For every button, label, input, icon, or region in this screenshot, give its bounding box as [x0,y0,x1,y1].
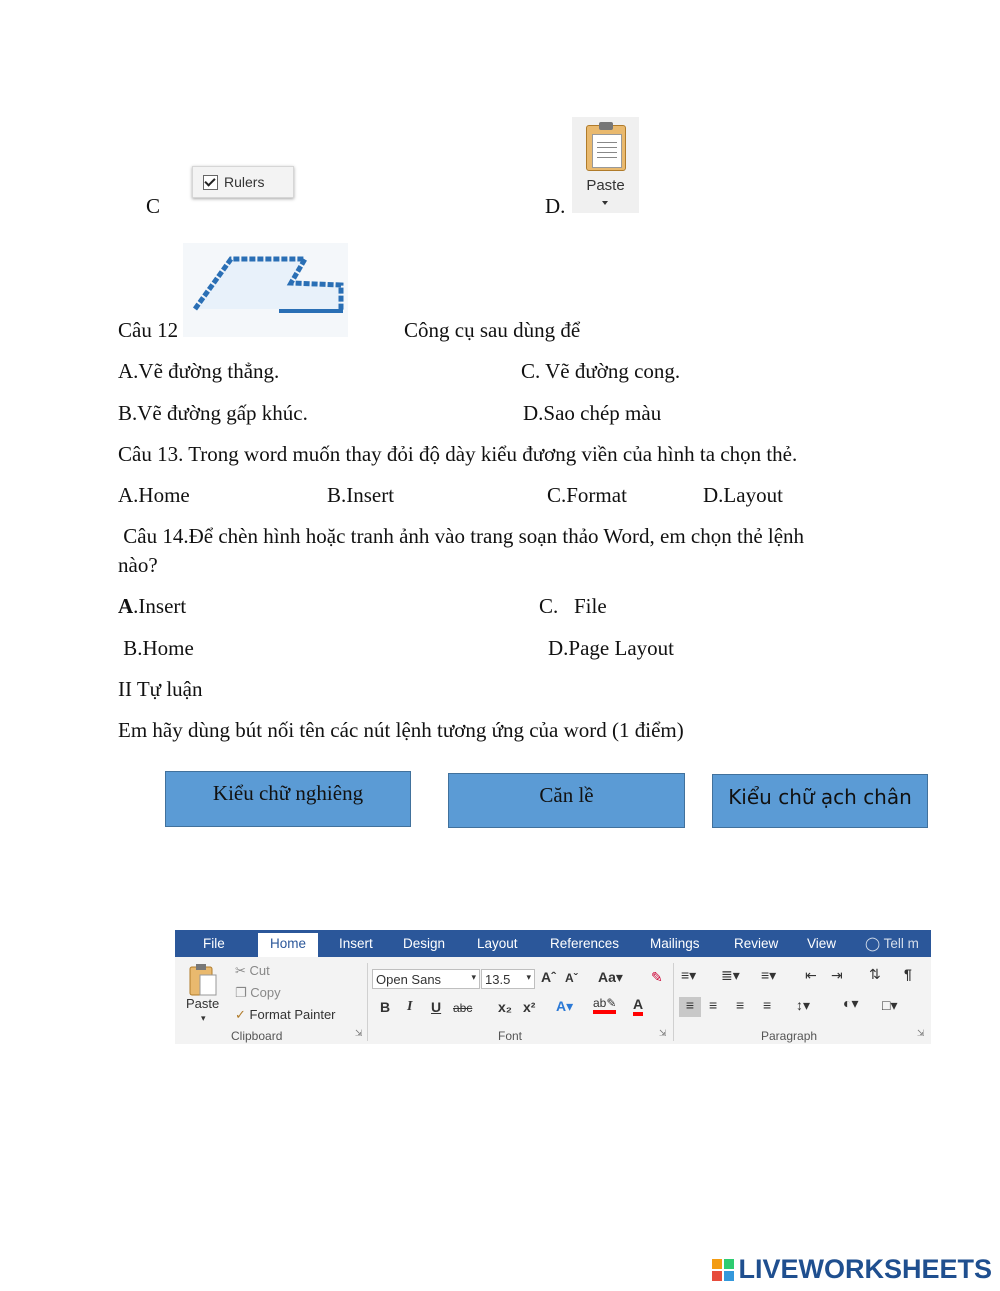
rulers-label: Rulers [224,174,265,190]
q14-option-d: D.Page Layout [548,636,674,660]
section-2-instruction: Em hãy dùng bút nối tên các nút lệnh tương ứng của word (1 điểm) [118,718,684,742]
q12-option-d: D.Sao chép màu [523,401,662,425]
question-14-line1: Câu 14.Để chèn hình hoặc tranh ảnh vào trang soạn thảo Word, em chọn thẻ lệnh [118,524,805,548]
tell-me-search[interactable]: ◯ Tell m [865,936,919,951]
format-painter-button[interactable]: ✓ Format Painter [235,1007,336,1022]
question-13-text: Câu 13. Trong word muốn thay đỏi độ dày kiểu đương viền của hình ta chọn thẻ. [118,442,798,466]
shading-icon[interactable]: ◐▾ [843,995,859,1011]
justify-icon[interactable]: ≡ [763,997,772,1013]
font-dialog-launcher-icon[interactable]: ⇲ [659,1028,667,1038]
align-left-icon[interactable]: ≡ [679,997,701,1017]
scissors-icon: ✂ [235,963,246,978]
q12-option-b: B.Vẽ đường gấp khúc. [118,401,308,425]
dropdown-arrow-icon [602,201,608,205]
decrease-indent-icon[interactable]: ⇤ [805,967,817,983]
question-12-label: Câu 12 [118,318,179,342]
question-12-prompt: Công cụ sau dùng để [404,318,581,342]
ribbon-tab-bar [175,930,931,957]
logo-mark-icon [712,1259,734,1281]
tab-file[interactable]: File [203,936,225,951]
paste-dropdown-icon[interactable]: ▾ [201,1013,206,1023]
lightbulb-icon: ◯ [865,936,881,951]
q13-option-b: B.Insert [327,483,395,507]
brush-icon: ✓ [235,1007,246,1022]
show-formatting-icon[interactable]: ¶ [904,966,912,982]
borders-icon[interactable]: □▾ [882,997,898,1013]
rulers-checkbox-image [192,166,294,198]
q14-option-a: A.Insert [118,594,187,618]
q12-option-c: C. Vẽ đường cong. [521,359,681,383]
answer-box-align[interactable]: Căn lề [448,773,685,828]
clipboard-group-label: Clipboard [231,1029,283,1043]
copy-button[interactable]: ❐ Copy [235,985,281,1000]
change-case-button[interactable]: Aa▾ [598,969,623,985]
numbering-icon[interactable]: ≣▾ [721,967,740,983]
tab-mailings[interactable]: Mailings [650,936,700,951]
font-name-dropdown[interactable]: Open Sans ▾ [372,969,480,989]
q13-option-d: D.Layout [703,483,783,507]
paste-button-image [572,117,639,213]
clipboard-icon [586,125,626,171]
q12-option-a: A.Vẽ đường thẳng. [118,359,280,383]
strikethrough-button[interactable]: abc [453,1001,473,1015]
option-c-label: C [146,194,161,218]
q14-option-c: C. File [539,594,607,618]
freeform-polyline-tool-image [183,243,348,337]
section-2-title: II Tự luận [118,677,203,701]
question-14-line2: nào? [118,553,158,577]
tab-view[interactable]: View [807,936,837,951]
increase-indent-icon[interactable]: ⇥ [831,967,843,983]
answer-box-underline[interactable]: Kiểu chữ ạch chân [712,774,928,828]
q13-option-a: A.Home [118,483,190,507]
liveworksheets-logo: LIVEWORKSHEETS [712,1254,992,1285]
tab-home[interactable]: Home [258,933,318,957]
tab-layout[interactable]: Layout [477,936,518,951]
subscript-icon[interactable]: x₂ [498,999,513,1015]
align-center-icon[interactable]: ≡ [709,997,718,1013]
dialog-launcher-icon[interactable]: ⇲ [355,1028,363,1038]
bold-button[interactable]: B [380,999,391,1015]
tab-design[interactable]: Design [403,936,446,951]
italic-button[interactable]: I [407,999,413,1014]
font-size-dropdown[interactable]: 13.5 ▾ [481,969,535,989]
paste-icon[interactable] [188,963,218,997]
text-effects-icon[interactable]: A▾ [556,998,574,1014]
ribbon-body [175,957,931,1044]
shrink-font-icon[interactable]: Aˇ [565,971,578,985]
word-ribbon-image [175,930,931,1044]
paragraph-dialog-launcher-icon[interactable]: ⇲ [917,1028,925,1038]
answer-box-italic[interactable]: Kiểu chữ nghiêng [165,771,411,827]
option-d-label: D. [545,194,566,218]
paste-label[interactable]: Paste [186,996,220,1011]
underline-button[interactable]: U [431,999,442,1015]
cut-button[interactable]: ✂ Cut [235,963,270,978]
highlight-color-icon[interactable]: ab✎ [593,996,616,1014]
tab-insert[interactable]: Insert [339,936,373,951]
grow-font-icon[interactable]: Aˆ [541,969,556,985]
align-right-icon[interactable]: ≡ [736,997,745,1013]
multilevel-list-icon[interactable]: ≡▾ [761,967,777,983]
clear-formatting-icon[interactable]: ✎ [651,969,663,985]
tab-review[interactable]: Review [734,936,779,951]
copy-icon: ❐ [235,985,247,1000]
checkbox-icon [203,175,218,190]
font-color-icon[interactable]: A [633,996,643,1016]
tab-references[interactable]: References [550,936,620,951]
q13-option-c: C.Format [547,483,627,507]
superscript-icon[interactable]: x² [523,999,536,1015]
line-spacing-icon[interactable]: ↕▾ [796,997,811,1013]
paste-label: Paste [586,177,625,194]
font-group-label: Font [498,1029,523,1043]
paragraph-group-label: Paragraph [761,1029,818,1043]
sort-icon[interactable]: ⇅ [869,966,881,982]
q14-option-b: B.Home [118,636,194,660]
bullets-icon[interactable]: ≡▾ [681,967,697,983]
